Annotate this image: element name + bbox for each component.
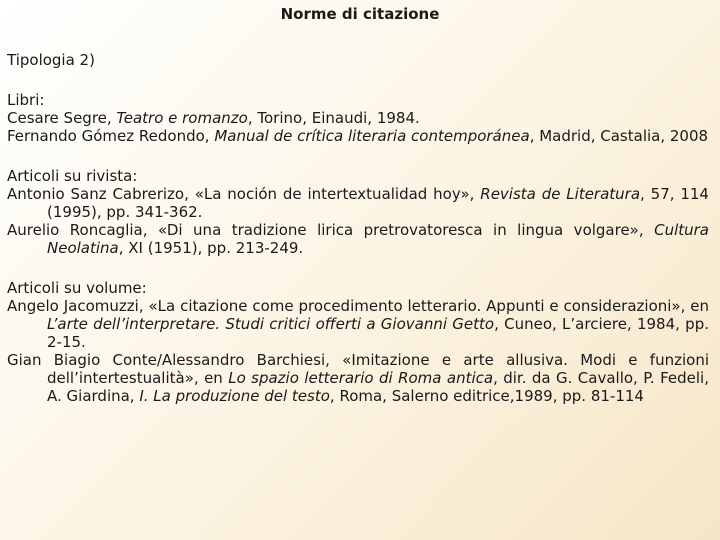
publication-info: , Torino, Einaudi, 1984.	[247, 109, 420, 127]
book-entry	[7, 109, 709, 127]
citation-lead: Aurelio Roncaglia, «Di una tradizione lirica pretrovatoresca in lingua volgare»,	[7, 221, 655, 239]
journal-entry	[7, 185, 709, 221]
publication-info: , Roma, Salerno editrice,1989, pp. 81-114	[329, 387, 644, 405]
volume-title: Lo spazio letterario di Roma antica	[228, 369, 494, 387]
page-title: Norme di citazione	[280, 5, 440, 23]
publication-info: , Madrid, Castalia, 2008	[529, 127, 709, 145]
book-title: Manual de crítica literaria contemporánea	[214, 127, 530, 145]
publication-info: , XI (1951), pp. 213-249.	[118, 239, 304, 257]
editors: , dir. da G. Cavallo, P. Fedeli, A. Giardina,	[47, 369, 709, 405]
book-title: Teatro e romanzo	[116, 109, 248, 127]
volume-entry	[7, 297, 709, 351]
volume-subtitle: I. La produzione del testo	[139, 387, 330, 405]
volume-title: L’arte dell’interpretare. Studi critici offerti a Giovanni Getto	[47, 315, 495, 333]
citation-lead: Angelo Jacomuzzi, «La citazione come procedimento letterario. Appunti e considerazioni», en	[7, 297, 709, 315]
books-section	[7, 91, 709, 145]
author: Cesare Segre,	[7, 109, 117, 127]
publication-info: , 57, 114 (1995), pp. 341-362.	[47, 185, 709, 221]
citation-lead: Antonio Sanz Cabrerizo, «La noción de intertextualidad hoy»,	[7, 185, 481, 203]
journal-section	[7, 167, 709, 257]
journal-entry	[7, 221, 709, 257]
author: Fernando Gómez Redondo,	[7, 127, 215, 145]
book-entry	[7, 127, 709, 145]
publication-info: , Cuneo, L’arciere, 1984, pp. 2-15.	[47, 315, 709, 351]
volume-section	[7, 279, 709, 405]
citation-lead: Gian Biagio Conte/Alessandro Barchiesi, «Imitazione e arte allusiva. Modi e funzioni dell’intertestualità», en	[7, 351, 709, 387]
journal-title: Cultura Neolatina	[47, 221, 709, 257]
citation-content	[7, 51, 709, 427]
typology-label: Tipologia 2)	[7, 51, 95, 69]
books-heading: Libri:	[7, 91, 45, 109]
journal-heading: Articoli su rivista:	[7, 167, 138, 185]
journal-title: Revista de Literatura	[480, 185, 641, 203]
volume-entry	[7, 351, 709, 405]
volume-heading: Articoli su volume:	[7, 279, 147, 297]
